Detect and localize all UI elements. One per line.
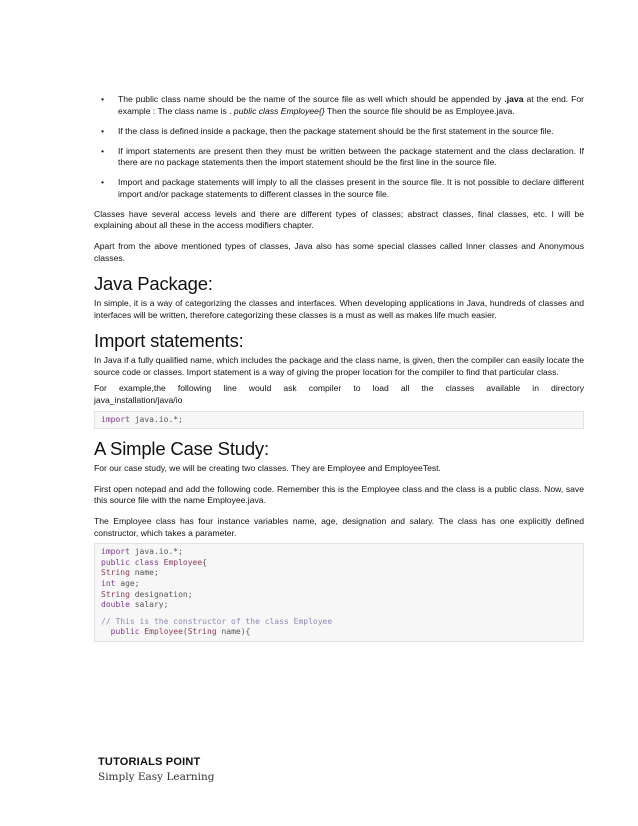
footer-tagline: Simply Easy Learning <box>98 771 215 783</box>
code-line: String name; <box>101 568 159 578</box>
class-example: public class Employee{} <box>233 105 325 116</box>
case-study-heading: A Simple Case Study: <box>94 438 269 460</box>
page-content <box>94 94 584 642</box>
employee-paragraph: The Employee class has four instance variables name, age, designation and salary. The class has one explicitly defined constructor, which takes a parameter. <box>94 516 584 538</box>
page-footer <box>98 756 215 783</box>
classes-paragraph: Classes have several access levels and there are different types of classes; abstract classes, final classes, etc. I will be explaining about all these in the access modifiers chapter. <box>94 208 584 231</box>
case-study-paragraph: For our case study, we will be creating two classes. They are Employee and EmployeeTest. <box>94 463 441 474</box>
source-file-rules-list <box>94 94 584 200</box>
code-line: String designation; <box>101 589 193 599</box>
java-package-heading: Java Package: <box>94 273 213 295</box>
import-statements-heading: Import statements: <box>94 330 244 352</box>
code-line: int age; <box>101 579 140 588</box>
inner-classes-paragraph: Apart from the above mentioned types of classes, Java also has some special classes called Inner classes and Anonymous classes. <box>94 240 584 263</box>
example-line-2: java_installation/java/io <box>94 395 183 406</box>
notepad-paragraph: First open notepad and add the following code. Remember this is the Employee class and the class is a public class. Now, save this source file with the name Employee.java. <box>94 483 584 506</box>
list-item: • If the class is defined inside a package, then the package statement should be the first statement in the source file. <box>101 125 554 136</box>
code-line: public Employee(String name){ <box>110 627 251 637</box>
bullet-icon: • <box>101 177 105 188</box>
list-item: • Import and package statements will imply to all the classes present in the source file. It is not possible to declare different import and/or package statements to different classes in the source file. <box>101 177 584 199</box>
example-line-1: For example,the following line would ask compiler to load all the classes available in directory <box>94 383 584 394</box>
employee-code-block <box>94 543 584 642</box>
code-line: import java.io.*; <box>101 547 183 557</box>
bullet-icon: • <box>101 94 105 104</box>
list-item: • If import statements are present then they must be written between the package statement and the class declaration. If there are no package statements then the import statement should be the first line in the source file. <box>101 145 584 168</box>
footer-brand: TUTORIALS POINT <box>98 756 201 768</box>
list-item: • The public class name should be the name of the source file as well which should be appended by .java at the end. For example : The class name is . public class Employee{} Then the source file should be as Employee.java. <box>101 94 585 116</box>
java-extension: .java <box>504 94 524 104</box>
code-line: // This is the constructor of the class Employee <box>101 616 333 626</box>
import-paragraph: In Java if a fully qualified name, which includes the package and the class name, is given, then the compiler can easily locate the source code or classes. Import statement is a way of giving the proper location for the compiler to find that particular class. <box>94 355 584 377</box>
bullet-icon: • <box>101 125 105 136</box>
bullet-icon: • <box>101 145 105 156</box>
import-code-block: import java.io.*; <box>94 411 584 430</box>
code-line: public class Employee{ <box>101 557 207 567</box>
package-paragraph: In simple, it is a way of categorizing the classes and interfaces. When developing applications in Java, hundreds of classes and interfaces will be written, therefore categorizing these classes is a must as well as makes life much easier. <box>94 298 584 320</box>
code-line: double salary; <box>101 600 169 610</box>
